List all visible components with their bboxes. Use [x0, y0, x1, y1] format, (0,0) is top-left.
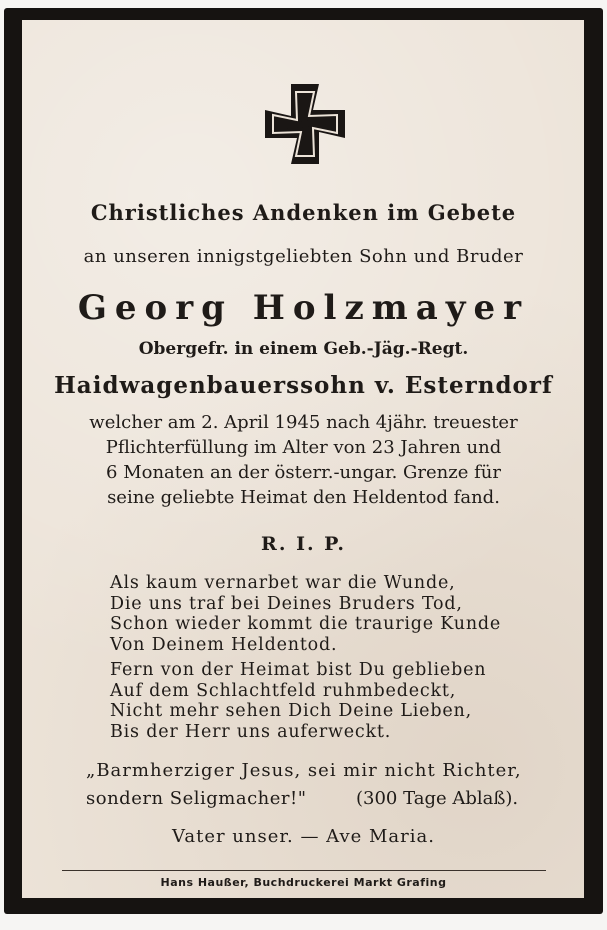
verse-stanza-2: [110, 660, 486, 742]
narrative-line: seine geliebte Heimat den Heldentod fand.: [107, 487, 500, 508]
divider-line: [62, 870, 546, 871]
verse-line: Von Deinem Heldentod.: [110, 634, 338, 655]
closing-prayer: Vater unser. — Ave Maria.: [172, 826, 435, 847]
indulgence-note: (300 Tage Ablaß).: [356, 788, 519, 809]
dedication-line: an unseren innigstgeliebten Sohn und Bruder: [83, 246, 524, 267]
verse-line: Schon wieder kommt die traurige Kunde: [110, 614, 502, 634]
prayer-line-1: „Barmherziger Jesus, sei mir nicht Richter,: [86, 760, 522, 781]
family-origin: Haidwagenbauerssohn v. Esterndorf: [54, 372, 553, 399]
verse-line: Bis der Herr uns auferweckt.: [110, 721, 392, 742]
narrative-line: Pflichterfüllung im Alter von 23 Jahren und: [105, 437, 502, 458]
iron-cross-icon: [264, 83, 346, 165]
verse-line: Nicht mehr sehen Dich Deine Lieben,: [110, 701, 472, 721]
narrative-line: 6 Monaten an der österr.-ungar. Grenze für: [106, 462, 501, 483]
narrative-block: [0, 410, 607, 510]
verse-stanza-1: [110, 573, 501, 655]
verse-line: Fern von der Heimat bist Du geblieben: [110, 660, 487, 680]
deceased-name: Georg Holzmayer: [77, 288, 530, 328]
rip-label: R. I. P.: [261, 533, 346, 555]
card-heading: Christliches Andenken im Gebete: [90, 200, 517, 225]
verse-line: Auf dem Schlachtfeld ruhmbedeckt,: [110, 680, 457, 701]
prayer-line-2: sondern Seligmacher!": [86, 788, 307, 809]
narrative-line: welcher am 2. April 1945 nach 4jähr. treuester: [89, 412, 518, 433]
military-rank: Obergefr. in einem Geb.-Jäg.-Regt.: [138, 339, 469, 359]
verse-line: Als kaum vernarbet war die Wunde,: [110, 573, 456, 593]
printer-imprint: Hans Haußer, Buchdruckerei Markt Grafing: [160, 876, 447, 889]
verse-line: Die uns traf bei Deines Bruders Tod,: [110, 593, 463, 614]
